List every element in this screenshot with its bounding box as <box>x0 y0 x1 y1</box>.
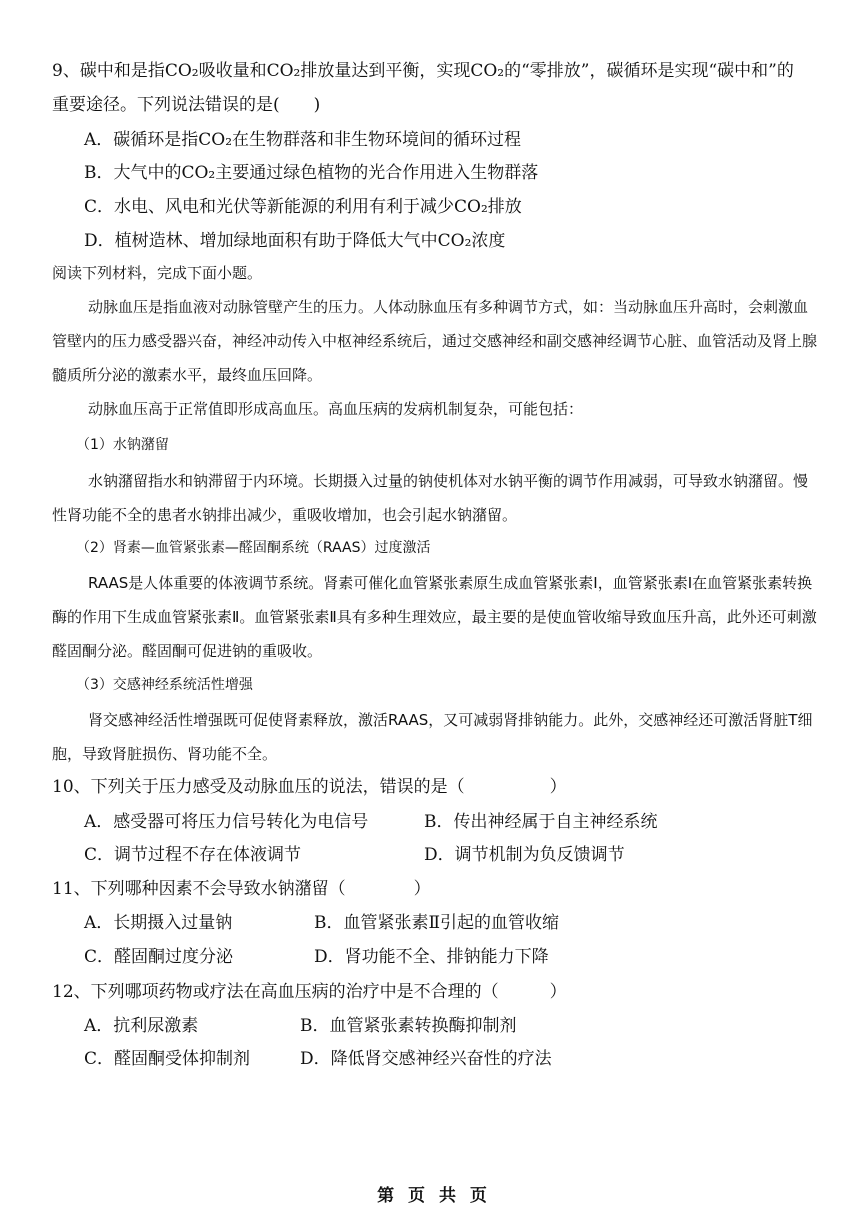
material-paragraph-5: 肾交感神经活性增强既可促使肾素释放，激活RAAS，又可减弱肾排钠能力。此外，交感神经还可激活肾脏T细胞，导致肾脏损伤、肾功能不全。 <box>52 711 813 763</box>
question-11-option-d: D．肾功能不全、排钠能力下降 <box>314 947 549 967</box>
question-12-stem: 12、下列哪项药物或疗法在高血压病的治疗中是不合理的（ ） <box>52 982 567 1002</box>
material-intro: 阅读下列材料，完成下面小题。 <box>52 264 263 282</box>
question-12-option-c: C．醛固酮受体抑制剂 <box>84 1049 251 1069</box>
material-heading-1: （1）水钠潴留 <box>76 437 169 453</box>
question-9-option-c: C．水电、风电和光伏等新能源的利用有利于减少CO₂排放 <box>84 197 522 217</box>
question-11-stem: 11、下列哪种因素不会导致水钠潴留（ ） <box>52 879 431 899</box>
question-12-option-a: A．抗利尿激素 <box>84 1016 199 1036</box>
material-heading-2: （2）肾素—血管紧张素—醛固酮系统（RAAS）过度激活 <box>76 540 431 556</box>
question-11-option-a: A．长期摄入过量钠 <box>84 913 233 933</box>
question-10-option-c: C．调节过程不存在体液调节 <box>84 845 302 865</box>
question-9-line-1: 9、碳中和是指CO₂吸收量和CO₂排放量达到平衡，实现CO₂的“零排放”，碳循环是实现“碳中和”的 <box>52 61 794 81</box>
question-9-option-b: B．大气中的CO₂主要通过绿色植物的光合作用进入生物群落 <box>84 163 539 183</box>
material-paragraph-1: 动脉血压是指血液对动脉管壁产生的压力。人体动脉血压有多种调节方式，如：当动脉血压升高时，会刺激血管壁内的压力感受器兴奋，神经冲动传入中枢神经系统后，通过交感神经和副交感神经调节心脏、血管活动及肾上腺髓质所分泌的激素水平，最终血压回降。 <box>52 298 818 384</box>
question-10-option-b: B．传出神经属于自主神经系统 <box>424 812 658 832</box>
material-paragraph-4: RAAS是人体重要的体液调节系统。肾素可催化血管紧张素原生成血管紧张素Ⅰ，血管紧张素Ⅰ在血管紧张素转换酶的作用下生成血管紧张素Ⅱ。血管紧张素Ⅱ具有多种生理效应，最主要的是使血管收缩导致血压升高，此外还可刺激醛固酮分泌。醛固酮可促进钠的重吸收。 <box>52 574 817 660</box>
question-9-stem <box>52 54 822 122</box>
question-11-option-c: C．醛固酮过度分泌 <box>84 947 234 967</box>
material-heading-3: （3）交感神经系统活性增强 <box>76 677 253 693</box>
question-11-option-b: B．血管紧张素Ⅱ引起的血管收缩 <box>314 913 560 933</box>
question-9-option-d: D．植树造林、增加绿地面积有助于降低大气中CO₂浓度 <box>84 231 506 251</box>
question-9-option-a: A．碳循环是指CO₂在生物群落和非生物环境间的循环过程 <box>84 130 522 150</box>
question-12-option-d: D．降低肾交感神经兴奋性的疗法 <box>300 1049 552 1069</box>
question-10-stem: 10、下列关于压力感受及动脉血压的说法，错误的是（ ） <box>52 777 567 797</box>
question-12-option-b: B．血管紧张素转换酶抑制剂 <box>300 1016 517 1036</box>
material-paragraph-2: 动脉血压高于正常值即形成高血压。高血压病的发病机制复杂，可能包括： <box>88 400 584 418</box>
question-10-option-d: D．调节机制为负反馈调节 <box>424 845 625 865</box>
page-footer: 第 页 共 页 <box>377 1186 491 1206</box>
question-10-option-a: A．感受器可将压力信号转化为电信号 <box>84 812 369 832</box>
material-paragraph-3: 水钠潴留指水和钠滞留于内环境。长期摄入过量的钠使机体对水钠平衡的调节作用减弱，可导致水钠潴留。慢性肾功能不全的患者水钠排出减少，重吸收增加，也会引起水钠潴留。 <box>52 472 809 524</box>
question-9-line-2: 重要途径。下列说法错误的是( ) <box>52 95 321 115</box>
